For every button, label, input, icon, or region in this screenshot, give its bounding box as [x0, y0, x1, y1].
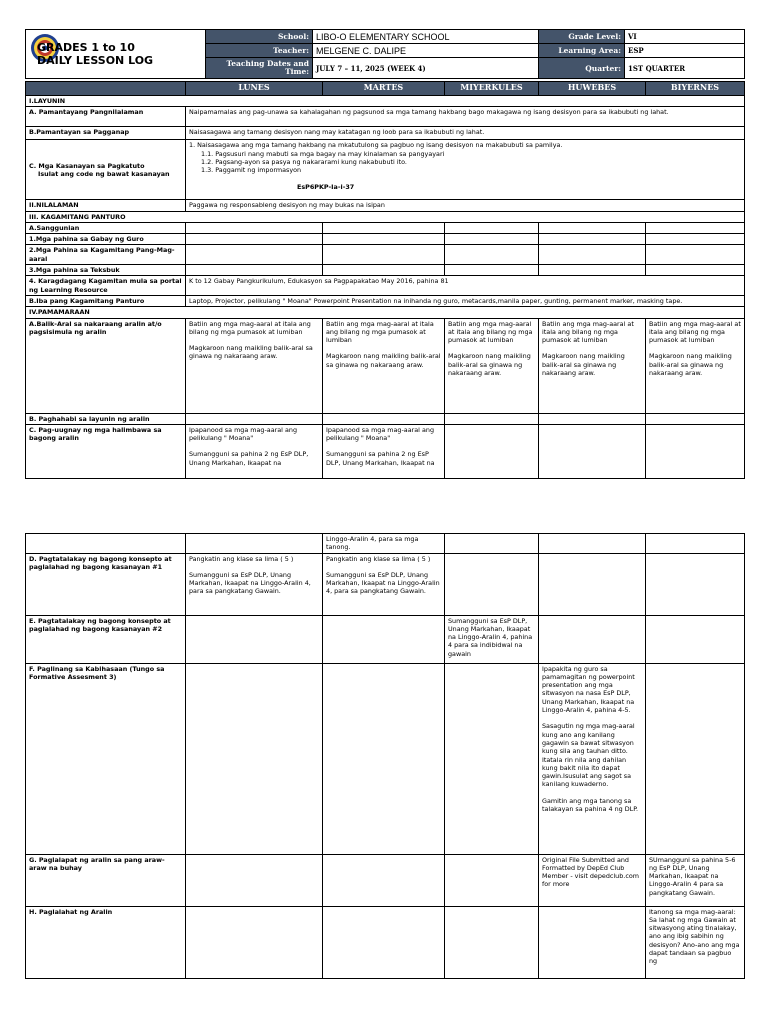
sumangguni-p5-text: SUmangguni sa pahina 5-6 ng EsP DLP, Unang Markahan, Ikaapat na Linggo-Aralin 4 para sa pangkatang Gawain. — [646, 854, 745, 906]
row-label-balik-aral: A.Balik-Aral sa nakaraang aralin at/o pagsisimula ng aralin — [26, 318, 186, 413]
day-martes: MARTES — [323, 82, 445, 96]
pamantayan-pagganap-text: Naisasagawa ang tamang desisyon nang may katatagan ng loob para sa ikabubuti ng lahat. — [186, 127, 745, 140]
grade-value: VI — [625, 30, 745, 44]
batiin-text: Batiin ang mga mag-aaral at itala ang bilang ng mga pumasok at lumiban — [189, 319, 311, 336]
pamantayang-pangnilalaman-text: Naipamamalas ang pag-unawa sa kahalagahan ng pagsunod sa mga tamang hakbang bago makagawa ng isang desisyon para sa ikabubuti ng lahat. — [186, 107, 745, 127]
linggo-cont-text: Linggo-Aralin 4, para sa mga tanong. — [323, 534, 445, 554]
school-value: LIBO-O ELEMENTARY SCHOOL — [313, 30, 539, 44]
paglinang-huwebes — [539, 663, 646, 854]
balik-aral-martes — [323, 318, 445, 413]
gamitin-text: Gamitin ang mga tanong sa talakayan sa pahina 4 ng DLP. — [542, 796, 639, 814]
row-label-nilalaman: II.NILALAMAN — [26, 200, 186, 211]
school-label: School: — [206, 30, 313, 44]
row-label-paglalapat: G. Paglalapat ng aralin sa pang araw-araw na buhay — [26, 854, 186, 906]
itanong-text: Itanong sa mga mag-aaral: Sa lahat ng mga Gawain at sitwasyong ating tinalakay, ano ang ibig sabihin ng desisyon? Ano-ano ang mga dapat tandaan sa pagbuo ng — [646, 906, 745, 978]
dates-value: JULY 7 – 11, 2025 (WEEK 4) — [313, 58, 539, 79]
quarter-value: 1ST QUARTER — [625, 58, 745, 79]
balik-aral-miyerkules — [445, 318, 539, 413]
magkaroon-text: Magkaroon nang maikling balik-aral sa ginawa ng nakaraang araw. — [189, 344, 313, 361]
batiin-text: Batiin ang mga mag-aaral at itala ang bilang ng mga pumasok at lumiban — [649, 319, 741, 345]
title-line-2: DAILY LESSON LOG — [37, 54, 154, 67]
row-label-teksbuk: 3.Mga pahina sa Teksbuk — [26, 265, 186, 276]
row-label-gabay-guro: 1.Mga pahina sa Gabay ng Guro — [26, 234, 186, 245]
header-table — [25, 29, 745, 79]
pag-uugnay-martes — [323, 424, 445, 478]
balik-aral-lunes — [186, 318, 323, 413]
sasagutin-text: Sasagutin ng mga mag-aaral kung ano ang kanilang gagawin sa bawat sitwasyon kung sila ang tauhan ditto. Itatala rin nila ang dahilan kung bakit nila ito dapat gawin.Isusulat ang sagot sa kanilang kuwaderno. — [542, 722, 635, 789]
row-label-pamantayang-pangnilalaman: A. Pamantayang Pangnilalaman — [26, 107, 186, 127]
day-lunes: LUNES — [186, 82, 323, 96]
dates-label: Teaching Dates and Time: — [206, 58, 313, 79]
kasanayan-code: EsP6PKP-Ia-i-37 — [297, 183, 355, 192]
kasanayan-content — [186, 140, 745, 200]
row-label-karagdagang: 4. Karagdagang Kagamitan mula sa portal ng Learning Resource — [26, 276, 186, 296]
batiin-text: Batiin ang mga mag-aaral at itala ang bilang ng mga pumasok at lumiban — [542, 319, 634, 345]
magkaroon-text: Magkaroon nang maikling balik-aral sa ginawa ng nakaraang araw. — [542, 352, 625, 378]
kasanayan-1-2: 1.2. Pagsang-ayon sa pasya ng nakararami kung nakabubuti ito. — [201, 157, 407, 166]
teacher-label: Teacher: — [206, 44, 313, 58]
pagtatalakay1-martes — [323, 553, 445, 615]
sumangguni-p2-text: Sumangguni sa pahina 2 ng EsP DLP, Unang Markahan, Ikaapat na — [189, 450, 309, 467]
pangkatin-text: Pangkatin ang klase sa lima ( 5 ) — [326, 554, 431, 563]
magkaroon-text: Magkaroon nang maikling balik-aral sa ginawa ng nakaraang araw. — [326, 352, 441, 369]
batiin-text: Batiin ang mga mag-aaral at itala ang bilang ng mga pumasok at lumiban — [326, 319, 434, 345]
row-label-paglinang: F. Paglinang sa Kabihasaan (Tungo sa Formative Assesment 3) — [26, 663, 186, 854]
batiin-text: Batiin ang mga mag-aaral at itala ang bilang ng mga pumasok at lumiban — [448, 319, 533, 345]
section-pamamaraan: IV.PAMAMARAAN — [26, 307, 745, 318]
kasanayan-1-3: 1.3. Paggamit ng impormasyon — [201, 166, 302, 175]
karagdagang-text: K to 12 Gabay Pangkurikulum, Edukasyon sa Pagpapakatao May 2016, pahina 81 — [186, 276, 745, 296]
grade-label: Grade Level: — [539, 30, 625, 44]
ipapanood-text: Ipapanood sa mga mag-aaral ang pelikulang " Moana" — [189, 425, 298, 443]
magkaroon-text: Magkaroon nang maikling balik-aral sa ginawa ng nakaraang araw. — [649, 352, 732, 378]
area-label: Learning Area: — [539, 44, 625, 58]
quarter-label: Quarter: — [539, 58, 625, 79]
pangkatin-text: Pangkatin ang klase sa lima ( 5 ) — [189, 554, 294, 563]
row-label-pagtatalakay-2: E. Pagtatalakay ng bagong konsepto at paglalahad ng bagong kasanayan #2 — [26, 615, 186, 663]
kasanayan-1: 1. Naisasagawa ang mga tamang hakbang na mkatutulong sa pagbuo ng isang desisyon na makabubuti sa pamilya. — [189, 141, 563, 150]
pag-uugnay-lunes — [186, 424, 323, 478]
original-file-text: Original File Submitted and Formatted by DepEd Club Member - visit depedclub.com for more — [539, 854, 646, 906]
sumangguni-p3-text: Sumangguni sa EsP DLP, Unang Markahan, Ikaapat na Linggo-Aralin 4, para sa pangkatang Gawain. — [189, 570, 311, 596]
row-label-pag-uugnay: C. Pag-uugnay ng mga halimbawa sa bagong aralin — [26, 424, 186, 478]
row-label-sanggunian: A.Sanggunian — [26, 222, 186, 233]
row-label-pagtatalakay-1: D. Pagtatalakay ng bagong konsepto at paglalahad ng bagong kasanayan #1 — [26, 553, 186, 615]
area-value: ESP — [625, 44, 745, 58]
day-huwebes: HUWEBES — [539, 82, 646, 96]
sumangguni-p4-text: Sumangguni sa EsP DLP, Unang Markahan, Ikaapat na Linggo-Aralin 4, pahina 4 para sa indibidwal na gawain — [445, 615, 539, 663]
nilalaman-text: Paggawa ng responsableng desisyon ng may bukas na isipan — [186, 200, 745, 211]
day-miyerkules: MIYERKULES — [445, 82, 539, 96]
blank-head — [26, 82, 186, 96]
kasanayan-1-1: 1.1. Pagsusuri nang mabuti sa mga bagay na may kinalaman sa pangyayari — [201, 149, 445, 158]
lesson-log-table-1 — [25, 81, 745, 479]
day-biyernes: BIYERNES — [646, 82, 745, 96]
iba-pang-text: Laptop, Projector, pelikulang " Moana" Powerpoint Presentation na inihanda ng guro, metacards,manila paper, gunting, permanent marker, masking tape. — [186, 295, 745, 306]
row-label-pamantayan-pagganap: B.Pamantayan sa Pagganap — [26, 127, 186, 140]
row-label-paglalahat: H. Paglalahat ng Aralin — [26, 906, 186, 978]
kasanayan-label-1: C. Mga Kasanayan sa Pagkatuto — [29, 161, 145, 170]
ipapakita-text: Ipapakita ng guro sa pamamagitan ng powerpoint presentation ang mga sitwasyon na nasa EsP DLP, Unang Markahan, Ikaapat na Linggo-Aralin 4, pahina 4-5. — [542, 664, 635, 715]
ipapanood-text: Ipapanood sa mga mag-aaral ang pelikulang " Moana" — [326, 425, 435, 443]
section-kagamitang-panturo: III. KAGAMITANG PANTURO — [26, 211, 745, 222]
row-label-iba-pang: B.Iba pang Kagamitang Panturo — [26, 295, 186, 306]
magkaroon-text: Magkaroon nang maikling balik-aral sa ginawa ng nakaraang araw. — [448, 352, 531, 378]
title-cell — [26, 30, 206, 79]
sumangguni-p3-text: Sumangguni sa EsP DLP, Unang Markahan, Ikaapat na Linggo-Aralin 4, para sa pangkatang Gawain. — [326, 570, 440, 596]
title-line-1: GRADES 1 to 10 — [37, 41, 135, 54]
row-label-kagamitan-mag-aaral: 2.Mga Pahina sa Kagamitang Pang-Mag-aaral — [26, 245, 186, 265]
sumangguni-p2-text: Sumangguni sa pahina 2 ng EsP DLP, Unang Markahan, Ikaapat na — [326, 450, 435, 467]
balik-aral-huwebes — [539, 318, 646, 413]
pagtatalakay1-lunes — [186, 553, 323, 615]
kasanayan-label-2: Isulat ang code ng bawat kasanayan — [38, 169, 170, 178]
row-label-kasanayan — [26, 140, 186, 200]
lesson-log-table-2 — [25, 533, 745, 979]
teacher-value: MELGENE C. DALIPE — [313, 44, 539, 58]
section-layunin: I.LAYUNIN — [26, 96, 745, 107]
balik-aral-biyernes — [646, 318, 745, 413]
row-label-paghahabi: B. Paghahabi sa layunin ng aralin — [26, 413, 186, 424]
